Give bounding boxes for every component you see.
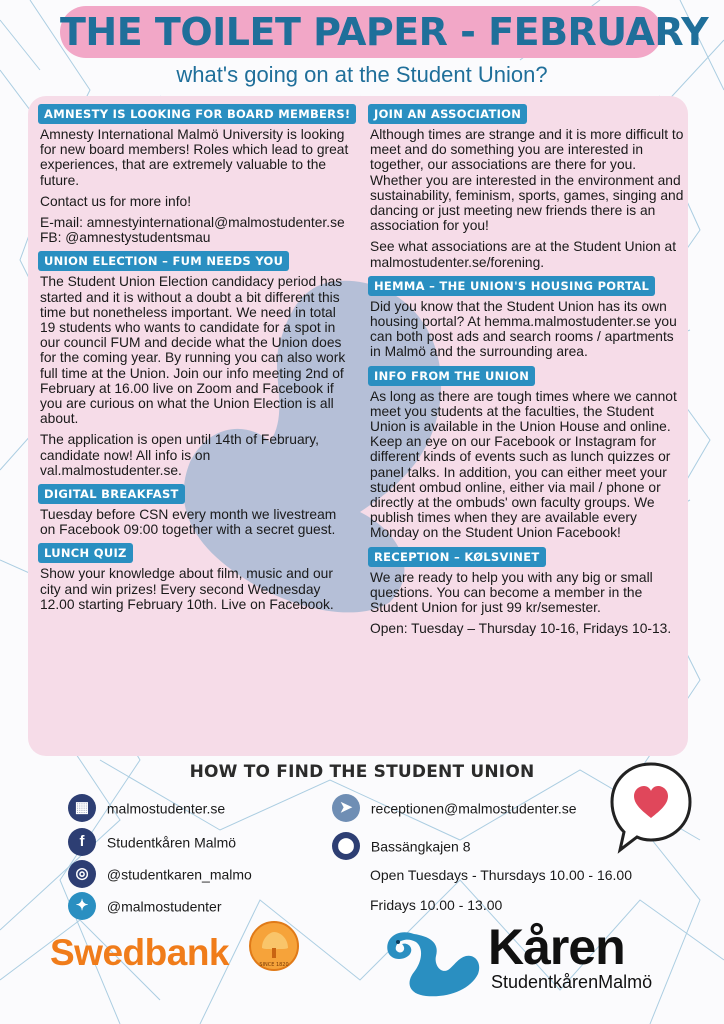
hours-friday-text: Fridays 10.00 - 13.00 <box>370 897 503 913</box>
breakfast-section <box>38 484 354 537</box>
contact-email[interactable] <box>332 792 577 822</box>
left-column <box>38 104 354 618</box>
contact-twitter[interactable] <box>68 890 221 920</box>
amnesty-heading: AMNESTY IS LOOKING FOR BOARD MEMBERS! <box>38 104 356 124</box>
reception-heading: RECEPTION – KØLSVINET <box>368 547 546 567</box>
address-text: Bassängkajen 8 <box>370 838 471 855</box>
facebook-text: Studentkåren Malmö <box>106 834 237 851</box>
heart-speech-bubble-icon <box>608 760 694 856</box>
website-text: malmostudenter.se <box>106 800 226 817</box>
info-text: As long as there are tough times where we cannot meet you students at the faculties, the Student Union is available in the Union House and online. Keep an eye on our Facebook or Instagram for different kinds of events such as lunch quizzes or panel talks. In addition, you can either meet your student ombud online, either via mail / phone or directly at the ombuds' own faculty groups. We publish times when they are available every Monday on the Student Union Facebook! <box>370 388 677 541</box>
paper-plane-icon: ➤ <box>332 794 360 822</box>
page-subtitle: what's going on at the Student Union? <box>176 62 548 87</box>
email-text: receptionen@malmostudenter.se <box>370 800 577 817</box>
quiz-section <box>38 543 354 612</box>
election-heading: UNION ELECTION – FUM NEEDS YOU <box>38 251 289 271</box>
contact-facebook[interactable] <box>68 826 236 856</box>
association-section <box>368 104 684 270</box>
instagram-icon: ◎ <box>68 860 96 888</box>
amnesty-text: Amnesty International Malmö University is looking for new board members! Roles which lead to great experiences, that are extremely valuable to the future. <box>40 127 349 188</box>
amnesty-section <box>38 104 354 245</box>
election-application: The application is open until 14th of February, candidate now! All info is on val.malmostudenter.se. <box>40 432 319 478</box>
twitter-text: @malmostudenter <box>106 898 222 915</box>
contact-instagram[interactable] <box>68 858 252 888</box>
info-heading: INFO FROM THE UNION <box>368 366 535 386</box>
swedbank-since-text: SINCE 1820 <box>259 962 289 968</box>
twitter-icon: ✦ <box>68 892 96 920</box>
calendar-icon: ▦ <box>68 794 96 822</box>
quiz-heading: LUNCH QUIZ <box>38 543 133 563</box>
right-column <box>368 104 684 642</box>
find-union-title: HOW TO FIND THE STUDENT UNION <box>189 762 535 782</box>
swedbank-logo-text: Swedbank <box>50 932 229 973</box>
instagram-text: @studentkaren_malmo <box>106 866 252 883</box>
contact-address <box>332 830 471 860</box>
reception-section <box>368 547 684 637</box>
amnesty-email: E-mail: amnestyinternational@malmostudenter.se FB: @amnestystudentsmau <box>40 215 345 246</box>
hours-weekdays-text: Open Tuesdays - Thursdays 10.00 - 16.00 <box>370 867 633 883</box>
reception-text: We are ready to help you with any big or small questions. You can become a member in the Student Union for just 99 kr/semester. <box>370 569 653 616</box>
info-section <box>368 366 684 541</box>
karen-wordmark: Kåren <box>488 919 625 975</box>
page-title: THE TOILET PAPER - FEBRUARY <box>60 10 709 54</box>
breakfast-heading: DIGITAL BREAKFAST <box>38 484 185 504</box>
reception-hours: Open: Tuesday – Thursday 10-16, Fridays 10-13. <box>370 621 672 637</box>
breakfast-text: Tuesday before CSN every month we livestream on Facebook 09:00 together with a secret guest. <box>40 507 337 538</box>
karen-subtitle: StudentkårenMalmö <box>491 972 653 992</box>
location-pin-icon: ⬤ <box>332 832 360 860</box>
swedbank-oak-logo <box>248 920 300 972</box>
election-section <box>38 251 354 478</box>
association-heading: JOIN AN ASSOCIATION <box>368 104 527 124</box>
amnesty-contact: Contact us for more info! <box>40 193 192 209</box>
hemma-heading: HEMMA – THE UNION'S HOUSING PORTAL <box>368 276 655 296</box>
contact-website[interactable] <box>68 792 225 822</box>
quiz-text: Show your knowledge about film, music and our city and win prizes! Every second Wednesday 12.00 starting February 10th. Live on Facebook. <box>40 566 334 612</box>
karen-bird-logo <box>378 920 488 1000</box>
facebook-icon: f <box>68 828 96 856</box>
election-text: The Student Union Election candidacy period has started and it is without a doubt a bit different this time but nonetheless important. We need in total 19 students who wants to candidate for a spot in our council FUM and decide what the Union does for the coming year. By running you can also work full time at the Union. Join our info meeting 2nd of February at 16.00 live on Zoom and Facebook if you are curious on what the Union Election is all about. <box>40 274 346 427</box>
association-link-text: See what associations are at the Student Union at malmostudenter.se/forening. <box>370 239 677 270</box>
hemma-text: Did you know that the Student Union has its own housing portal? At hemma.malmostudenter.se you can both post ads and search rooms / apartments in Malmö and the surrounding area. <box>370 298 677 360</box>
association-text: Although times are strange and it is more difficult to meet and do something you are interested in together, our associations are there for you. Whether you are interested in the environment and sustainability, feminism, sports, games, singing and dancing or just meeting new friends there is an association for you! <box>370 127 684 234</box>
hemma-section <box>368 276 684 360</box>
